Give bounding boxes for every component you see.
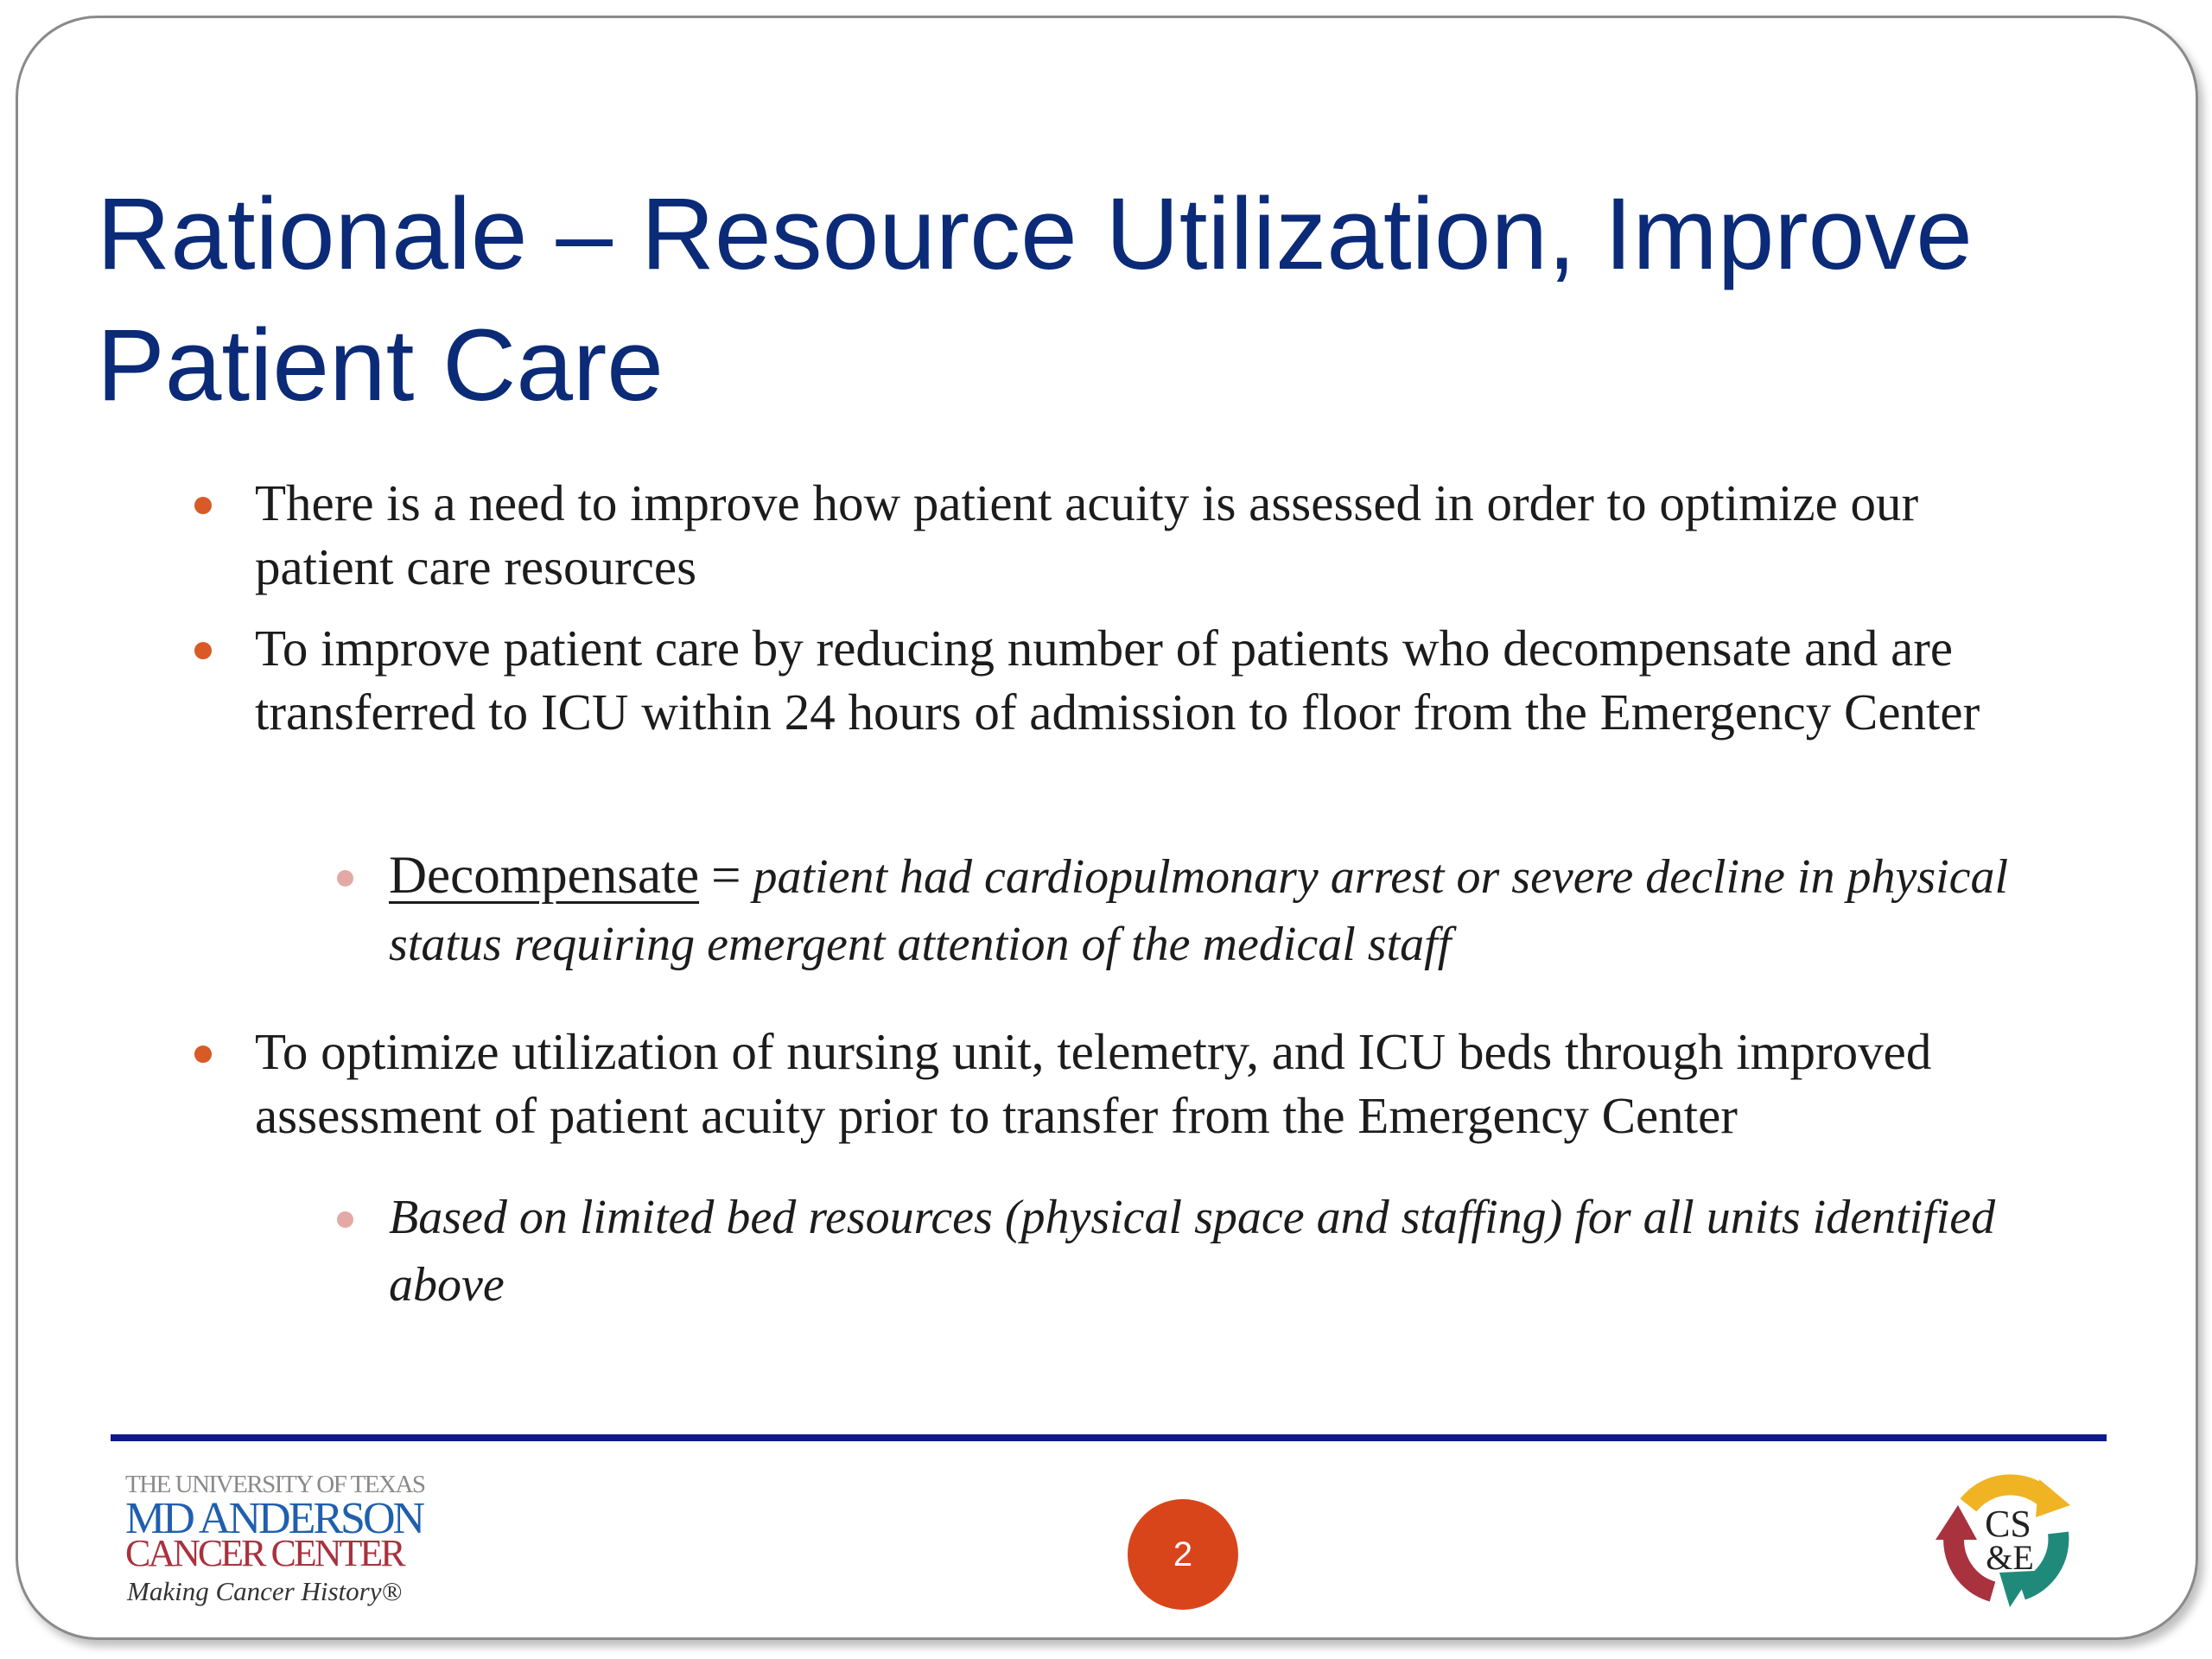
- definition-text: patient had cardiopulmonary arrest or severe decline in physical status requiring emergent attention of the medical staff: [389, 850, 2009, 971]
- slide-title: Rationale – Resource Utilization, Improve Patient Care: [97, 177, 1973, 423]
- sub-bullet-dot: [337, 870, 353, 887]
- bullet-item: [255, 471, 2018, 599]
- definition-term: Decompensate: [389, 847, 700, 905]
- logo-university-line: THE UNIVERSITY OF TEXAS: [125, 1471, 425, 1498]
- sub-bullet-item: [389, 842, 2031, 978]
- bullet-item: [255, 616, 2018, 744]
- bullet-dot: [194, 1046, 212, 1063]
- bullet-text: To improve patient care by reducing number of patients who decompensate and are transferred to ICU within 24 hours of admission to floor from the Emergency Center: [255, 620, 1980, 741]
- bullet-dot: [194, 642, 212, 659]
- logo-e-text: &E: [1986, 1538, 2034, 1577]
- sub-bullet-text: Based on limited bed resources (physical space and staffing) for all units identified above: [389, 1191, 1996, 1312]
- bullet-item: [255, 1020, 2018, 1147]
- bullet-dot: [194, 497, 212, 514]
- md-anderson-logo: [125, 1469, 436, 1607]
- logo-cs-text: CS: [1985, 1503, 2031, 1545]
- cse-logo: [1927, 1460, 2088, 1621]
- bullet-text: To optimize utilization of nursing unit, telemetry, and ICU beds through improved assessment of patient acuity prior to transfer from the Emergency Center: [255, 1023, 1932, 1144]
- bullet-text: There is a need to improve how patient acuity is assessed in order to optimize our patient care resources: [255, 474, 1919, 595]
- footer-divider: [111, 1434, 2107, 1441]
- sub-bullet-dot: [337, 1211, 353, 1228]
- page-number-badge: 2: [1128, 1499, 1238, 1610]
- equals-sign: =: [711, 847, 741, 905]
- logo-cancer-center-line: CANCER CENTER: [125, 1532, 404, 1574]
- cycle-arrows-icon: [1927, 1460, 2088, 1621]
- logo-md-anderson-line: MD ANDERSON: [125, 1494, 423, 1543]
- sub-bullet-item: [389, 1184, 2031, 1319]
- logo-tagline: Making Cancer History®: [127, 1576, 403, 1606]
